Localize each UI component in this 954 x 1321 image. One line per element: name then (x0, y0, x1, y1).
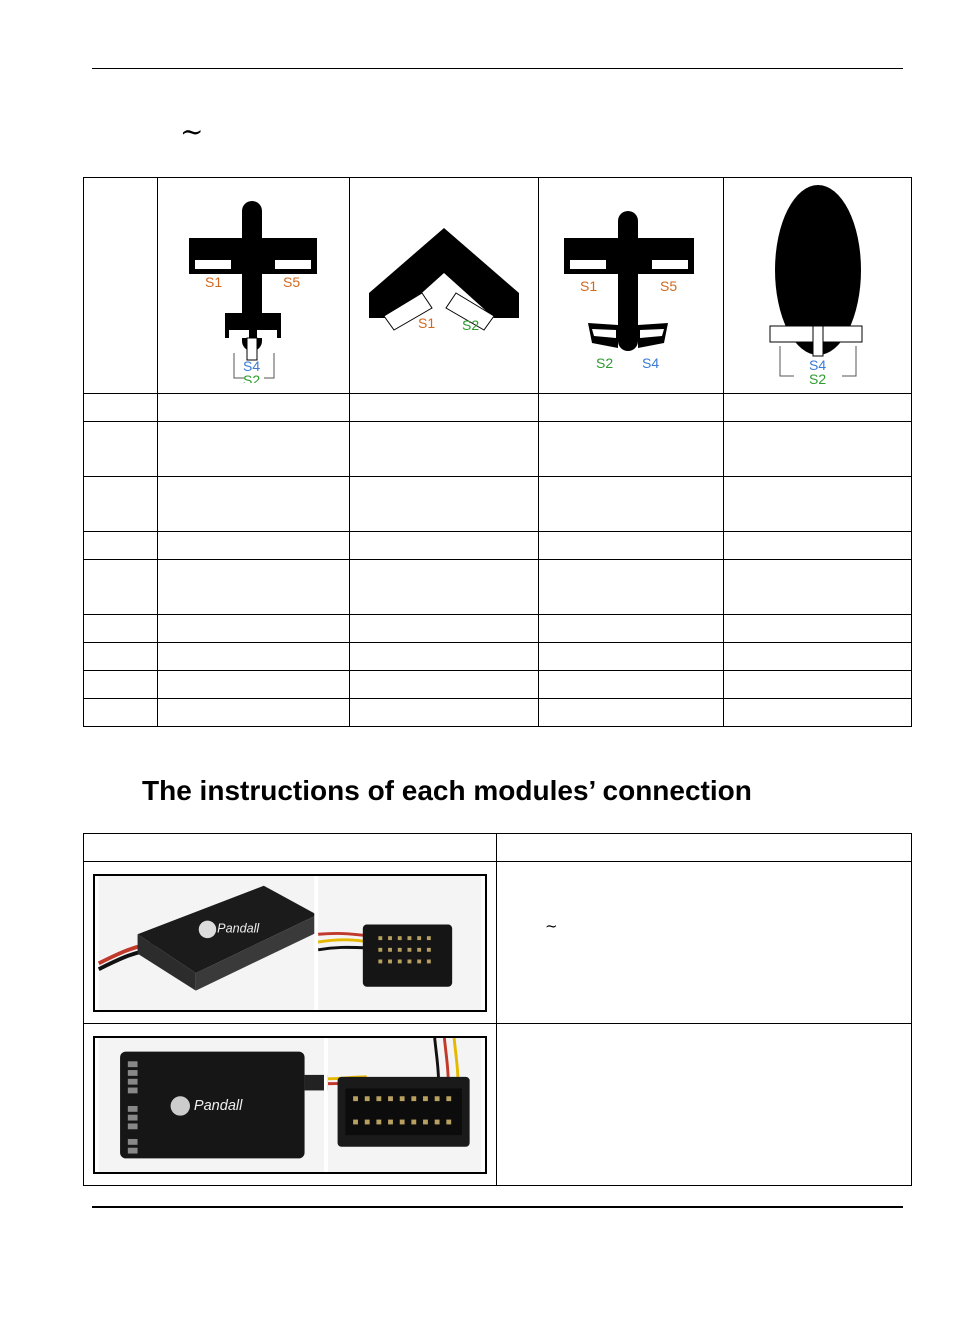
header-rule (92, 68, 903, 69)
table-row (84, 477, 912, 532)
label-s1: S1 (204, 274, 222, 290)
image-cell (350, 178, 539, 394)
aircraft-normal-tail-diagram (179, 183, 329, 383)
label-s4: S4 (642, 355, 660, 371)
receiver-cable-photo (93, 874, 487, 1012)
table-row (84, 862, 912, 1024)
label-s2: S2 (808, 371, 826, 387)
table-row (84, 560, 912, 615)
table-row (84, 394, 912, 422)
label-s1: S1 (418, 315, 436, 331)
table-row (84, 699, 912, 727)
label-s5: S5 (282, 274, 300, 290)
description-cell (497, 1024, 912, 1186)
table-row (84, 178, 912, 394)
table-row (84, 643, 912, 671)
aircraft-flying-wing-diagram (364, 208, 524, 358)
label-s2: S2 (242, 372, 260, 383)
svg-text:Pandall: Pandall (217, 920, 260, 935)
label-s4: S4 (808, 357, 826, 373)
table-row (84, 1024, 912, 1186)
connection-table (83, 833, 912, 1186)
airship-blimp-diagram (763, 178, 873, 388)
label-s2: S2 (596, 355, 614, 371)
label-s4: S4 (242, 358, 260, 374)
label-s5: S5 (660, 278, 678, 294)
section-heading: The instructions of each modules’ connection (142, 775, 752, 806)
image-cell (158, 178, 350, 394)
table-row (84, 532, 912, 560)
footer-rule (92, 1206, 903, 1208)
image-cell (539, 178, 724, 394)
image-cell (724, 178, 912, 394)
photo-cell (84, 862, 497, 1024)
svg-text:Pandall: Pandall (193, 1097, 243, 1114)
tilde-mark: ~ (180, 115, 204, 148)
description-cell (497, 862, 912, 1024)
label-s2: S2 (462, 317, 480, 333)
autopilot-cable-photo (93, 1036, 487, 1174)
table-cell (84, 178, 158, 394)
photo-cell (84, 1024, 497, 1186)
mixing-table (83, 177, 912, 727)
table-row (84, 422, 912, 477)
table-row (84, 834, 912, 862)
table-row (84, 615, 912, 643)
aircraft-v-tail-diagram (556, 193, 706, 373)
tilde-mark: ~ (545, 917, 558, 935)
label-s1: S1 (580, 278, 598, 294)
table-row (84, 671, 912, 699)
